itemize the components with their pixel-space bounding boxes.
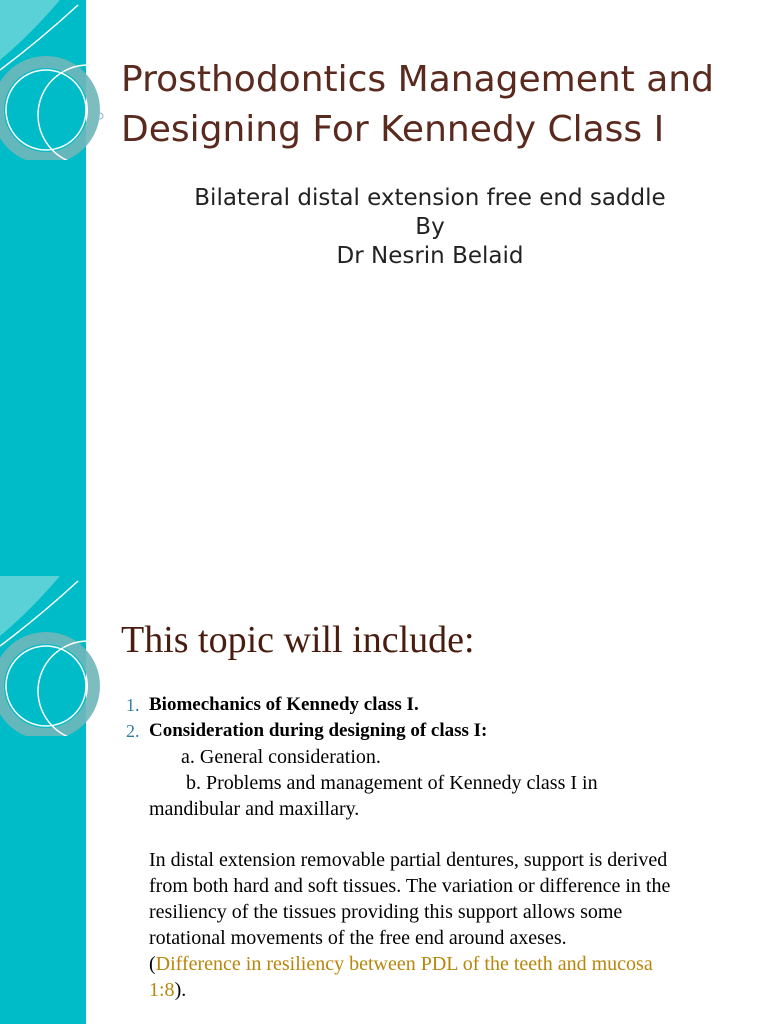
list-number: 1. bbox=[126, 695, 140, 715]
slide-2 bbox=[0, 576, 768, 1024]
note-line bbox=[126, 977, 750, 1003]
decorative-circles-icon bbox=[0, 0, 110, 160]
list-text: Biomechanics of Kennedy class I. bbox=[149, 694, 419, 715]
note-text: Difference in resiliency between PDL of the teeth and mucosa bbox=[155, 953, 653, 975]
sub-item-a: a. General consideration. bbox=[181, 746, 381, 768]
paragraph-line: from both hard and soft tissues. The variation or difference in the bbox=[149, 875, 671, 897]
list-text: Consideration during designing of class I: bbox=[149, 720, 488, 741]
slide-title: This topic will include: bbox=[121, 619, 475, 661]
note-line bbox=[126, 951, 750, 977]
paragraph-line: In distal extension removable partial dentures, support is derived bbox=[149, 849, 668, 871]
note-paren: ). bbox=[174, 979, 187, 1001]
paragraph-line: rotational movements of the free end around axeses. bbox=[149, 927, 567, 949]
slide-subtitle bbox=[120, 184, 740, 271]
slide-content bbox=[126, 692, 750, 1003]
decorative-circles-icon bbox=[0, 576, 110, 736]
sub-item-b-cont: mandibular and maxillary. bbox=[149, 798, 360, 820]
subtitle-line: Bilateral distal extension free end saddle bbox=[194, 185, 666, 211]
paragraph-line: resiliency of the tissues providing this support allows some bbox=[149, 901, 623, 923]
note-paren: ( bbox=[149, 953, 156, 975]
subtitle-line: By bbox=[415, 214, 445, 240]
list-number: 2. bbox=[126, 721, 140, 741]
list-item bbox=[126, 718, 750, 744]
note-ratio: 1:8 bbox=[149, 979, 175, 1001]
sub-item-b: b. Problems and management of Kennedy class I in bbox=[186, 772, 598, 794]
slide-title: Prosthodontics Management and Designing For Kennedy Class I bbox=[121, 59, 714, 150]
subtitle-line: Dr Nesrin Belaid bbox=[336, 243, 524, 269]
list-item bbox=[126, 692, 750, 718]
